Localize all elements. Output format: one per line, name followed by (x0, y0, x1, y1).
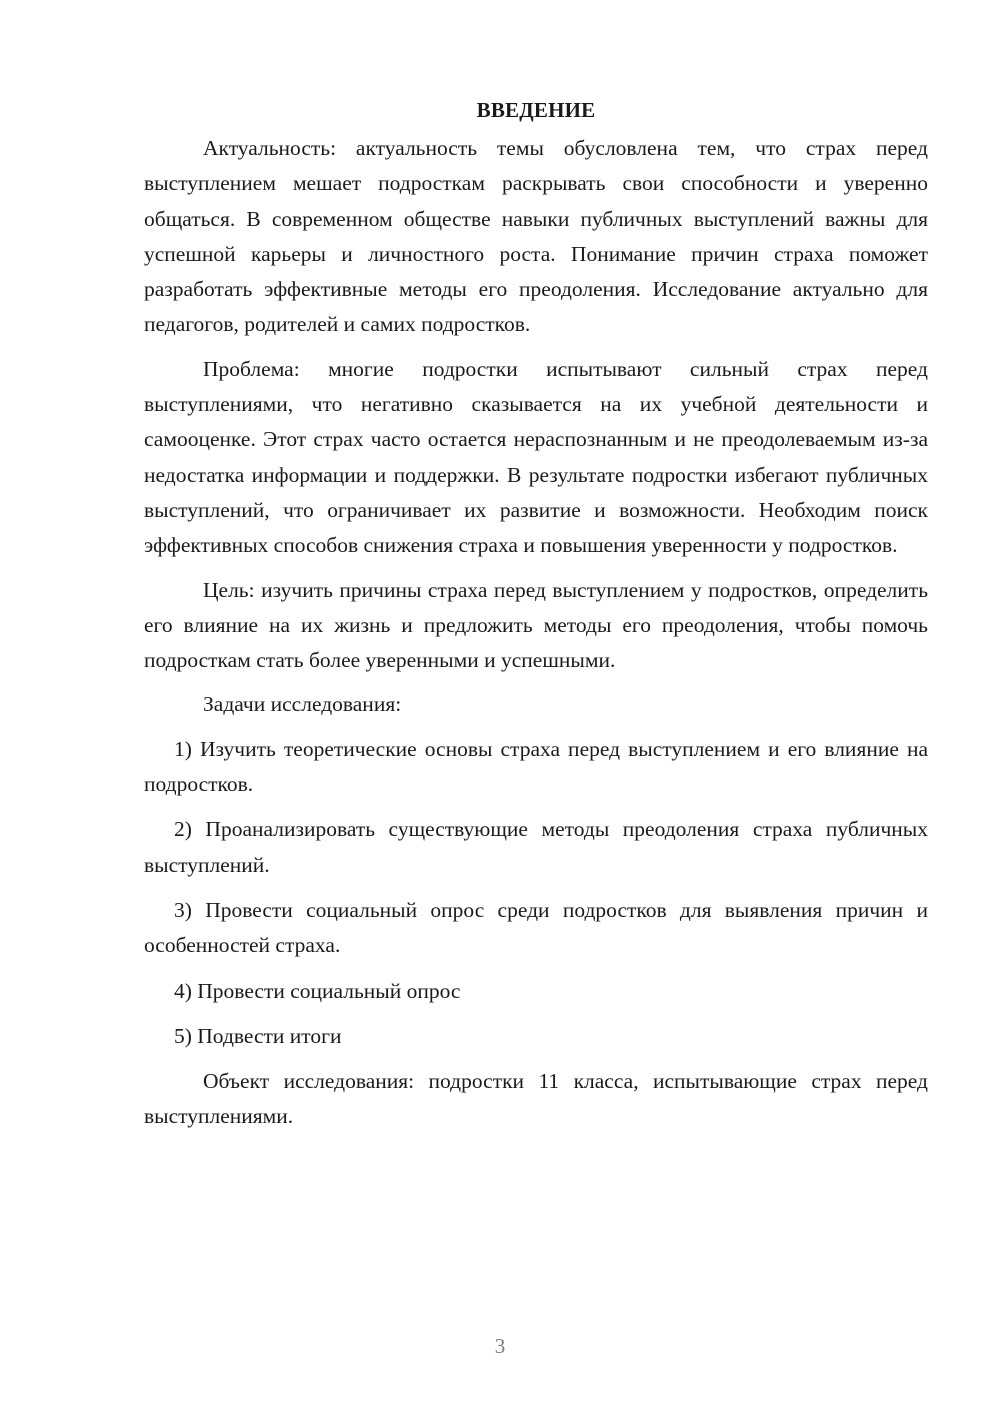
object-paragraph: Объект исследования: подростки 11 класса, испытывающие страх перед выступлениями. (144, 1069, 928, 1129)
task-item-5: 5) Подвести итоги (174, 1023, 342, 1048)
section-heading: ВВЕДЕНИЕ (476, 98, 596, 122)
relevance-paragraph: Актуальность: актуальность темы обусловлена тем, что страх перед выступлением мешает подросткам раскрывать свои способности и уверенно общаться. В современном обществе навыки публичных выступлений важны для успешной карьеры и личностного роста. Понимание причин страха поможет разработать эффективные методы его преодоления. Исследование актуально для педагогов, родителей и самих подростков. (144, 136, 928, 337)
page-content (144, 92, 928, 1144)
task-item-2: 2) Проанализировать существующие методы преодоления страха публичных выступлений. (144, 817, 928, 877)
task-item-1: 1) Изучить теоретические основы страха перед выступлением и его влияние на подростков. (144, 736, 928, 797)
goal-paragraph: Цель: изучить причины страха перед выступлением у подростков, определить его влияние на их жизнь и предложить методы его преодоления, чтобы помочь подросткам стать более уверенными и успешными. (144, 577, 928, 673)
task-item-4: 4) Провести социальный опрос (174, 978, 461, 1003)
page-number: 3 (494, 1334, 506, 1358)
tasks-heading: Задачи исследования: (203, 692, 402, 717)
problem-paragraph: Проблема: многие подростки испытывают сильный страх перед выступлениями, что негативно сказывается на их учебной деятельности и самооценке. Этот страх часто остается нераспознанным и не преодолеваемым из-за недостатка информации и поддержки. В результате подростки избегают публичных выступлений, что ограничивает их развитие и возможности. Необходим поиск эффективных способов снижения страха и повышения уверенности у подростков. (144, 356, 928, 558)
task-item-3: 3) Провести социальный опрос среди подростков для выявления причин и особенностей страха. (144, 897, 928, 958)
